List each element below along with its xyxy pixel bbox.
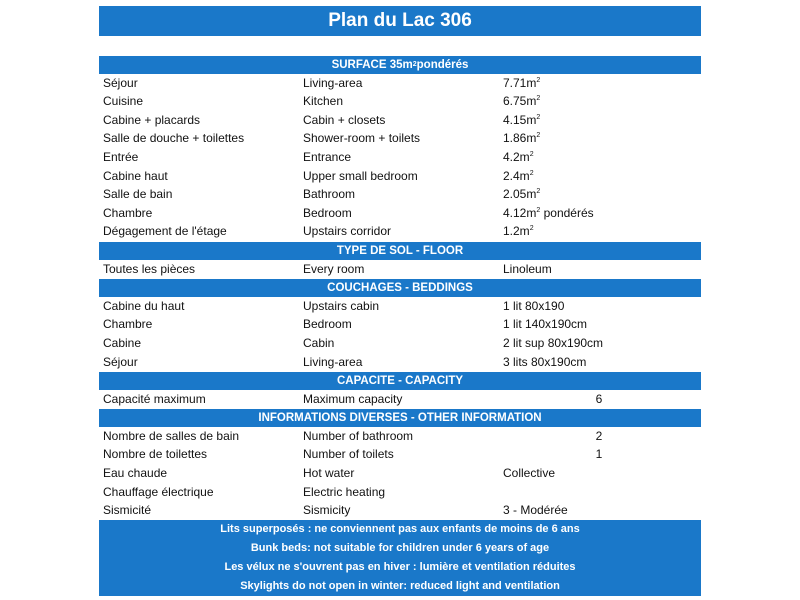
english-label: Hot water bbox=[303, 466, 355, 481]
section-header-floor: TYPE DE SOL - FLOOR bbox=[99, 241, 701, 260]
section-header-capacity: CAPACITE - CAPACITY bbox=[99, 371, 701, 390]
bedding-value: 3 lits 80x190cm bbox=[503, 354, 587, 369]
english-label: Maximum capacity bbox=[303, 391, 403, 406]
english-label: Bedroom bbox=[303, 205, 352, 220]
note-bunk-beds-en: Bunk beds: not suitable for children under 6 years of age bbox=[250, 542, 550, 555]
area-value: $7.71m^2$ bbox=[503, 75, 541, 90]
english-label: Number of toilets bbox=[303, 447, 394, 462]
other-row bbox=[99, 427, 701, 446]
surface-row-bathroom bbox=[99, 185, 701, 204]
english-label: Kitchen bbox=[303, 94, 344, 109]
section-header-other: INFORMATIONS DIVERSES - OTHER INFORMATION bbox=[99, 408, 701, 427]
surface-row-bedroom bbox=[99, 204, 701, 223]
english-label: Number of bathroom bbox=[303, 428, 414, 443]
info-sheet bbox=[99, 55, 701, 596]
other-value: 3 - Modérée bbox=[503, 503, 568, 518]
english-label: Upstairs corridor bbox=[303, 224, 392, 239]
french-label: Dégagement de l'étage bbox=[103, 224, 227, 239]
english-label: Living-area bbox=[303, 354, 363, 369]
other-row bbox=[99, 445, 701, 464]
english-label: Upstairs cabin bbox=[303, 298, 380, 313]
french-label: Cabine du haut bbox=[103, 298, 185, 313]
french-label: Séjour bbox=[103, 75, 138, 90]
other-row bbox=[99, 464, 701, 483]
french-label: Toutes les pièces bbox=[103, 261, 196, 276]
bedding-row bbox=[99, 353, 701, 372]
english-label: Bathroom bbox=[303, 187, 356, 202]
surface-heading-suffix: pondérés bbox=[416, 58, 469, 71]
area-value: $2.05m^2$ bbox=[503, 187, 541, 202]
english-label: Shower-room + toilets bbox=[303, 131, 421, 146]
note-skylights-en: Skylights do not open in winter: reduced light and ventilation bbox=[240, 580, 560, 593]
surface-row-upper-bedroom bbox=[99, 167, 701, 186]
english-label: Every room bbox=[303, 261, 365, 276]
english-label: Living-area bbox=[303, 75, 363, 90]
note-bunk-beds-fr: Lits superposés : ne conviennent pas aux enfants de moins de 6 ans bbox=[220, 523, 580, 536]
other-value: 2 bbox=[595, 428, 603, 443]
other-row bbox=[99, 501, 701, 520]
other-row bbox=[99, 483, 701, 502]
french-label: Chambre bbox=[103, 205, 153, 220]
french-label: Nombre de salles de bain bbox=[103, 428, 240, 443]
bedding-value: 2 lit sup 80x190cm bbox=[503, 335, 604, 350]
other-value: Collective bbox=[503, 466, 556, 481]
section-header-beddings: COUCHAGES - BEDDINGS bbox=[99, 278, 701, 297]
french-label: Chambre bbox=[103, 317, 153, 332]
bedding-value: 1 lit 80x190 bbox=[503, 298, 565, 313]
french-label: Salle de bain bbox=[103, 187, 173, 202]
capacity-value: 6 bbox=[595, 391, 603, 406]
floor-value: Linoleum bbox=[503, 261, 552, 276]
french-label: Cabine haut bbox=[103, 168, 168, 183]
area-value: $4.12m^2$ pondérés bbox=[503, 205, 594, 220]
french-label: Salle de douche + toilettes bbox=[103, 131, 245, 146]
french-label: Sismicité bbox=[103, 503, 152, 518]
area-value: $1.2m^2$ bbox=[503, 224, 534, 239]
english-label: Bedroom bbox=[303, 317, 352, 332]
french-label: Capacité maximum bbox=[103, 391, 206, 406]
area-value: $1.86m^2$ bbox=[503, 131, 541, 146]
other-value: 1 bbox=[595, 447, 603, 462]
french-label: Chauffage électrique bbox=[103, 484, 214, 499]
bedding-row bbox=[99, 315, 701, 334]
area-value: $4.2m^2$ bbox=[503, 149, 534, 164]
page-title: Plan du Lac 306 bbox=[99, 6, 701, 36]
surface-row-kitchen bbox=[99, 92, 701, 111]
french-label: Nombre de toilettes bbox=[103, 447, 208, 462]
french-label: Entrée bbox=[103, 149, 139, 164]
english-label: Sismicity bbox=[303, 503, 351, 518]
surface-row-entrance bbox=[99, 148, 701, 167]
note-skylights-fr: Les vélux ne s'ouvrent pas en hiver : lumière et ventilation réduites bbox=[224, 561, 576, 574]
area-value: $6.75m^2$ bbox=[503, 94, 541, 109]
english-label: Entrance bbox=[303, 149, 352, 164]
french-label: Cabine bbox=[103, 335, 142, 350]
area-value: $2.4m^2$ bbox=[503, 168, 534, 183]
english-label: Cabin bbox=[303, 335, 335, 350]
surface-row-shower-room bbox=[99, 129, 701, 148]
floor-row bbox=[99, 260, 701, 279]
notes-panel bbox=[99, 520, 701, 596]
bedding-row bbox=[99, 297, 701, 316]
french-label: Séjour bbox=[103, 354, 138, 369]
french-label: Eau chaude bbox=[103, 466, 168, 481]
french-label: Cuisine bbox=[103, 94, 144, 109]
section-header-surface: SURFACE 35m 2 pondérés bbox=[99, 55, 701, 74]
english-label: Cabin + closets bbox=[303, 112, 386, 127]
surface-row-cabin bbox=[99, 111, 701, 130]
bedding-value: 1 lit 140x190cm bbox=[503, 317, 588, 332]
area-value: $4.15m^2$ bbox=[503, 112, 541, 127]
bedding-row bbox=[99, 334, 701, 353]
surface-heading-prefix: SURFACE 35m bbox=[331, 58, 413, 71]
french-label: Cabine + placards bbox=[103, 112, 201, 127]
english-label: Electric heating bbox=[303, 484, 386, 499]
capacity-row bbox=[99, 390, 701, 409]
surface-row-living-area bbox=[99, 74, 701, 93]
english-label: Upper small bedroom bbox=[303, 168, 418, 183]
surface-row-upstairs-corridor bbox=[99, 222, 701, 241]
